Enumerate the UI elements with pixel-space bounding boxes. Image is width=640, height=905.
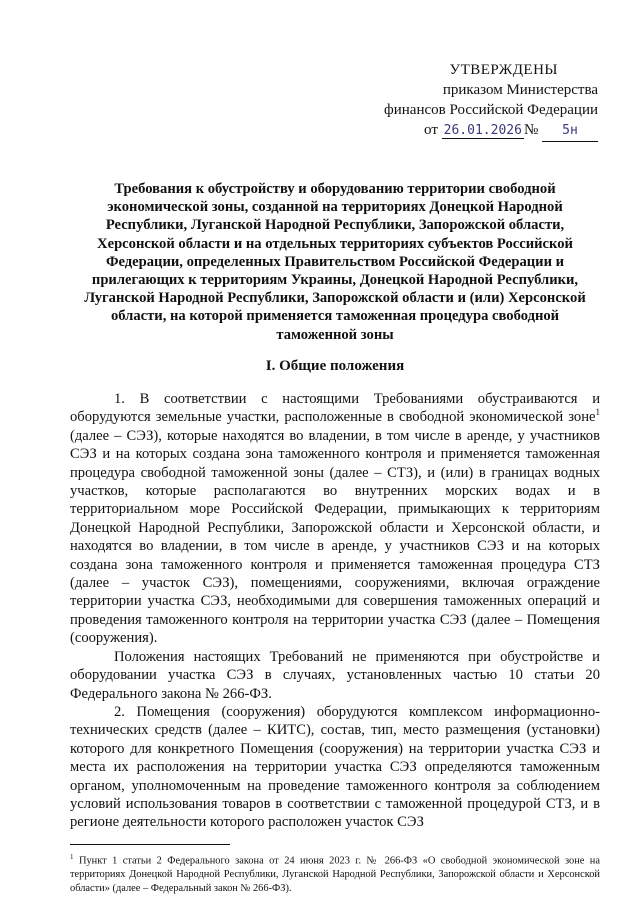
approval-heading: УТВЕРЖДЕНЫ [449, 62, 558, 78]
document-title: Требования к обустройству и оборудованию территории свободной экономической зоны, созданной на территориях Донецкой Народной Республики, Луганской Народной Республики, Запорожской области, Херсонской области и на отдельных территориях субъектов Российской Федерации, определенных Правительством Российской Федерации и прилегающих к территориям Украины, Донецкой Народной Республики, Луганской Народной Республики, Запорожской области и (или) Херсонской области, на которой применяется таможенная процедура свободной таможенной зоны [84, 181, 586, 343]
footnote-divider [70, 844, 230, 845]
footnote-reference[interactable]: 1 [595, 407, 600, 418]
from-label: от [424, 122, 438, 138]
footnote-mark: 1 [70, 853, 74, 861]
number-label: № [523, 122, 539, 138]
footnote [70, 850, 600, 896]
approval-order-line [368, 120, 598, 142]
paragraph-1-text-b: (далее – СЭЗ), которые находятся во владении, в том числе в аренде, у участников СЭЗ и на которых создана зона таможенного контроля и применяется таможенная процедура свободной таможенной зоны (далее – СТЗ), и (или) в границах водных участков, которые располагаются во внутренних морских водах и в территориальном море Российской Федерации, примыкающих к территориям Донецкой Народной Республики, Запорожской области и Херсонской области, и находятся во владении, в том числе в аренде, у участников СЭЗ и на которых создана зона таможенного контроля и применяется таможенная процедура СТЗ (далее – участок СЭЗ), помещениями, сооружениями, включая ограждение территории участка СЭЗ, необходимыми для совершения таможенных операций и проведения таможенного контроля на территории участка СЭЗ (далее – Помещения (сооружения). [70, 427, 600, 647]
paragraph-3: 2. Помещения (сооружения) оборудуются комплексом информационно-технических средств (далее – КИТС), состав, тип, место размещения (установки) которого для конкретного Помещения (сооружения) на территории участка СЭЗ и места их расположения на территории участка СЭЗ определяются таможенным органом, уполномоченным на проведение таможенного контроля за соблюдением условий использования товаров в соответствии с таможенной процедурой СТЗ, и в регионе деятельности которого расположен участок СЭЗ [70, 703, 600, 831]
order-date: 26.01.2026 [443, 123, 522, 138]
document-body [70, 390, 600, 832]
paragraph-1-text-a: 1. В соответствии с настоящими Требованиями обустраиваются и оборудуются земельные участки, расположенные в свободной экономической зоне [70, 391, 600, 426]
section-heading: I. Общие положения [265, 358, 405, 374]
paragraph-1 [70, 390, 600, 648]
approval-stamp [368, 60, 598, 142]
order-number: 5н [542, 121, 598, 142]
approval-line-2: финансов Российской Федерации [384, 102, 598, 118]
paragraph-2: Положения настоящих Требований не применяются при обустройстве и оборудовании участка СЭЗ в случаях, установленных частью 10 статьи 20 Федерального закона № 266-ФЗ. [70, 648, 600, 702]
approval-line-1: приказом Министерства [442, 82, 598, 98]
footnote-text: Пункт 1 статьи 2 Федерального закона от 24 июня 2023 г. № 266-ФЗ «О свободной экономической зоне на территориях Донецкой Народной Республики, Луганской Народной Республики, Запорожской области и Херсонской области» (далее – Федеральный закон № 266-ФЗ). [70, 855, 600, 895]
